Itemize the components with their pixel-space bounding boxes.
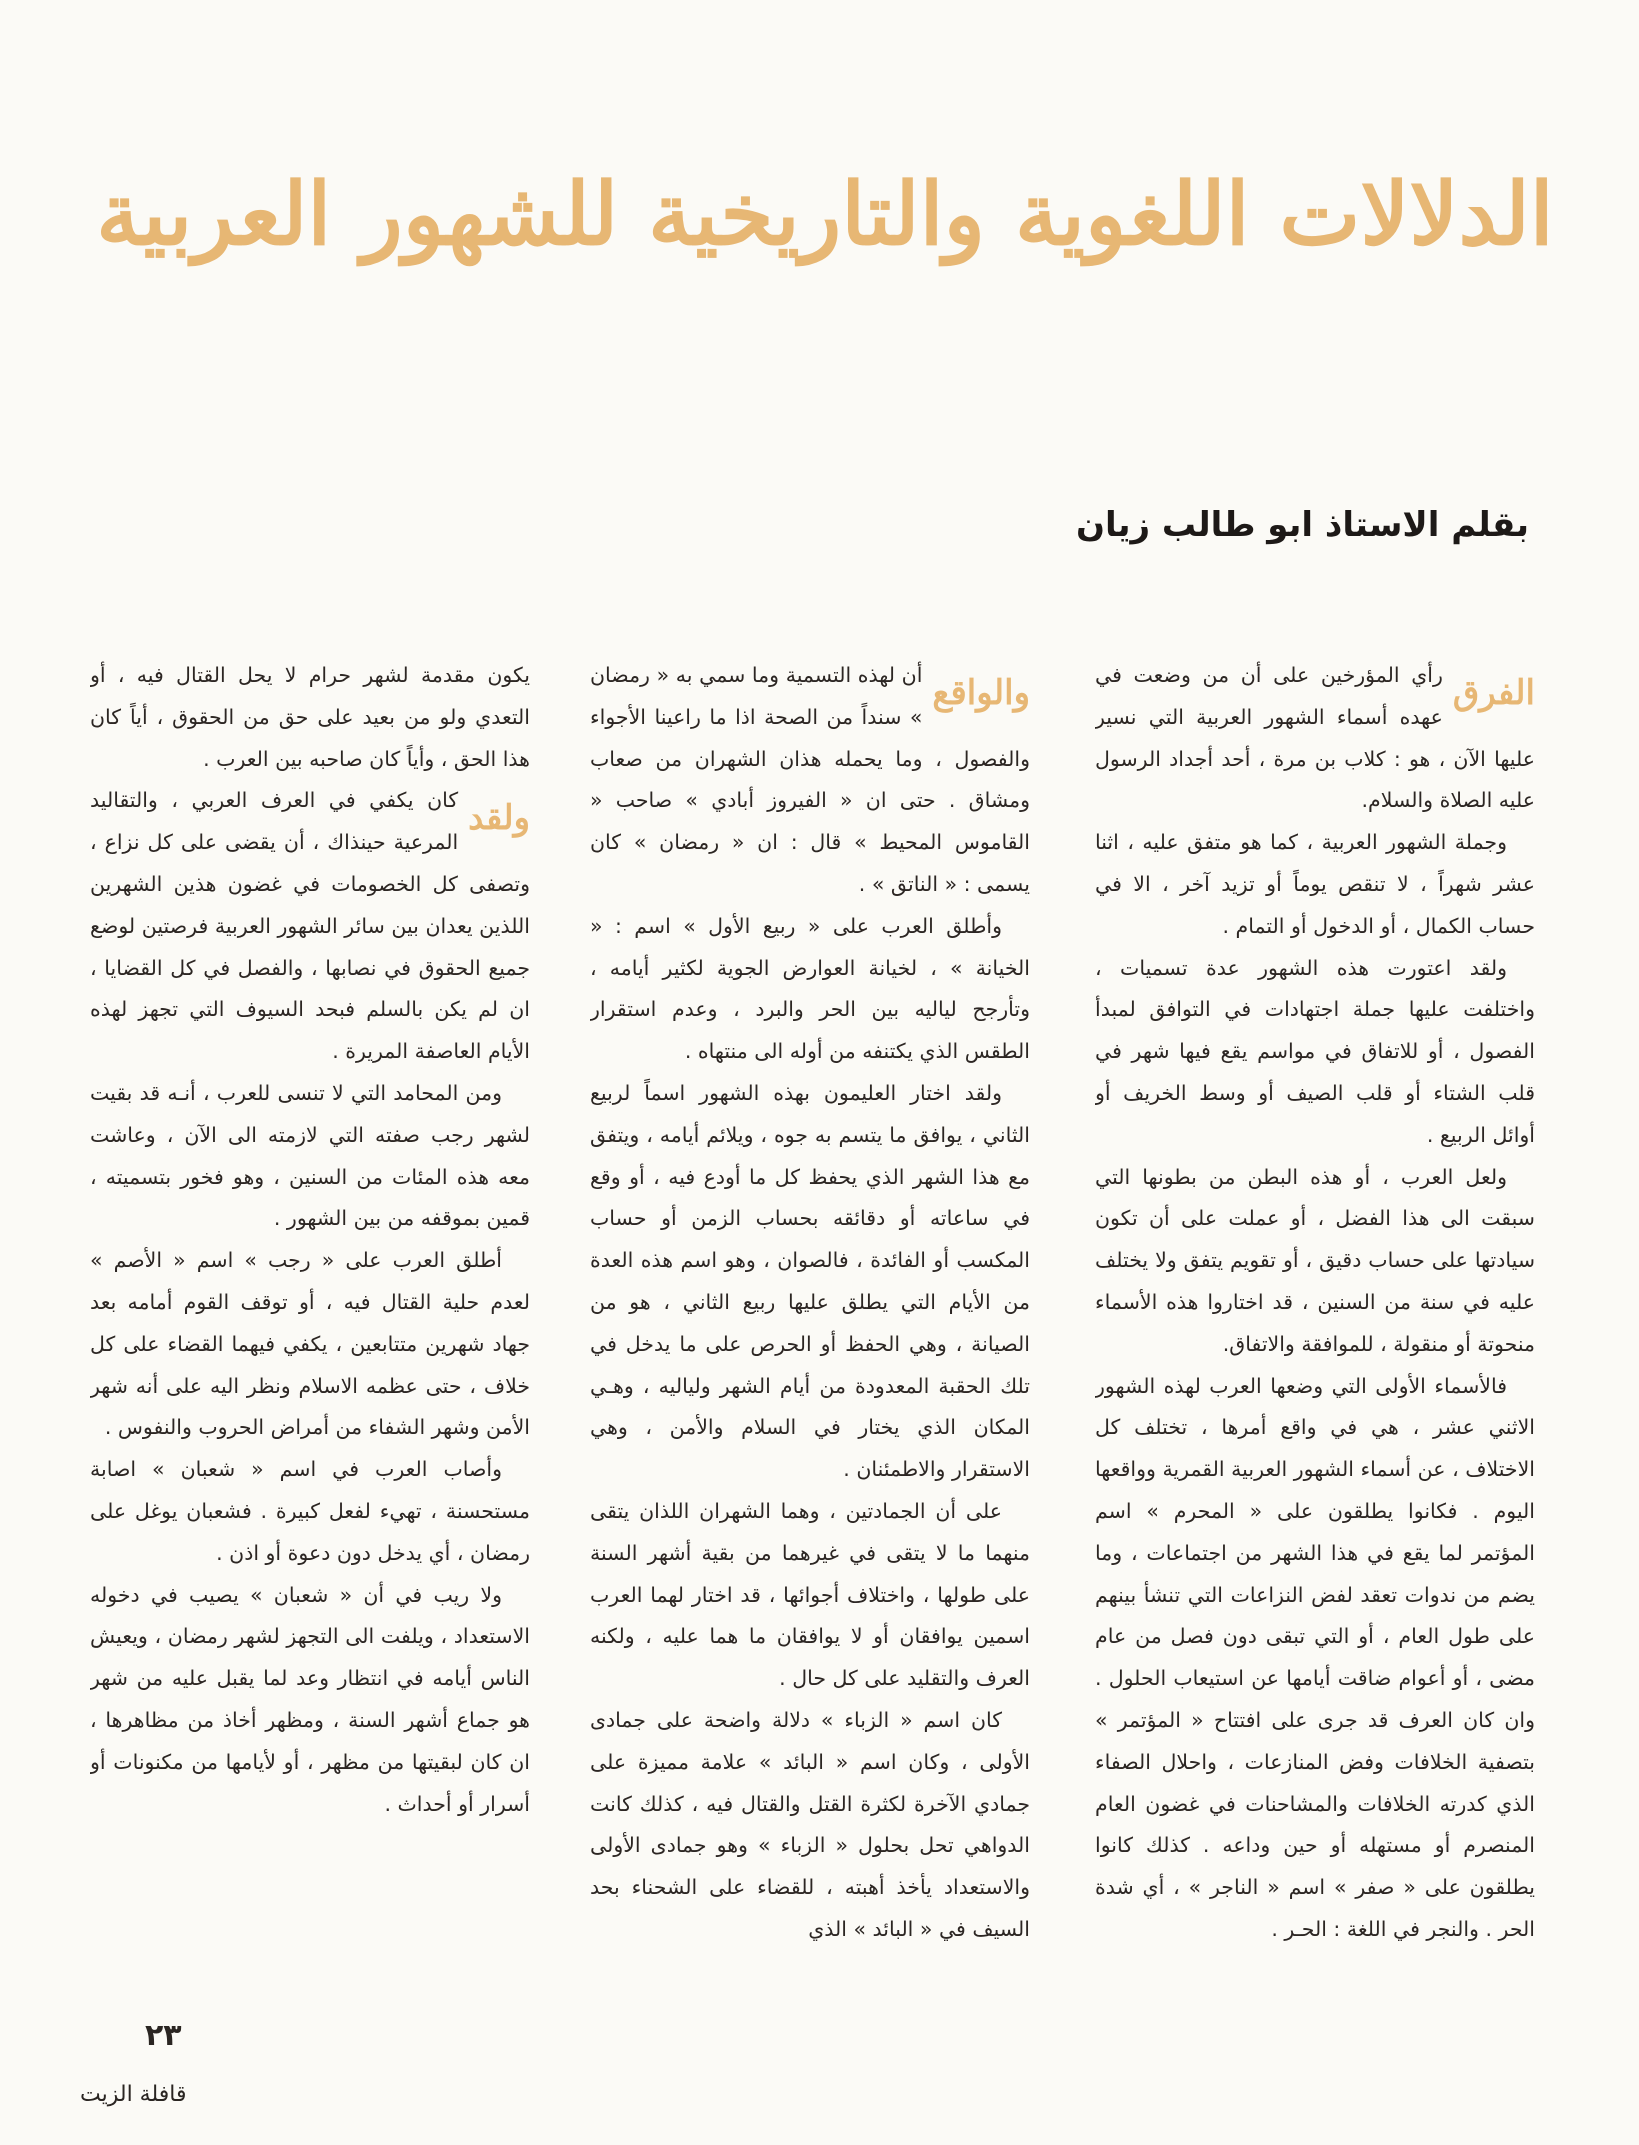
paragraph: ولا ريب في أن « شعبان » يصيب في دخوله الاستعداد ، ويلفت الى التجهز لشهر رمضان ، ويعيش الناس أيامه في انتظار وعد لما يقبل عليه من شهر هو جماع أشهر السنة ، ومظهر أخاذ من مظاهرها ، ان كان لبقيتها من مظهر ، أو لأيامها من مكنونات أو أسرار أو أحداث . [90, 1582, 530, 1816]
paragraph: وجملة الشهور العربية ، كما هو متفق عليه ، اثنا عشر شهراً ، لا تنقص يوماً أو تزيد آخر ، الا في حساب الكمال ، أو الدخول أو التمام . [1095, 830, 1535, 938]
paragraph: ولعل العرب ، أو هذه البطن من بطونها التي سبقت الى هذا الفضل ، أو عملت على أن تكون سيادتها على حساب دقيق ، أو تقويم يتفق ولا يختلف عليه في سنة من السنين ، قد اختاروا هذه الأسماء منحوتة أو منقولة ، للموافقة والاتفاق. [1095, 1164, 1535, 1356]
text-column-3 [90, 655, 530, 2015]
lead-word: الفرق [1452, 673, 1535, 713]
lead-word: والواقع [932, 673, 1030, 713]
article-title: الدلالات اللغوية والتاريخية للشهور العربية [96, 164, 1554, 265]
author-byline: بقلم الاستاذ ابو طالب زيان [1075, 505, 1529, 545]
paragraph: على أن الجمادتين ، وهما الشهران اللذان يتقى منهما ما لا يتقى في غيرهما من بقية أشهر السنة على طولها ، واختلاف أجوائها ، قد اختار لهما العرب اسمين يوافقان أو لا يوافقان ما هما عليه ، ولكنه العرف والتقليد على كل حال . [590, 1498, 1030, 1691]
paragraph: ولقد اختار العليمون بهذه الشهور اسماً لربيع الثاني ، يوافق ما يتسم به جوه ، ويلائم أيامه ، ويتفق مع هذا الشهر الذي يحفظ كل ما أودع فيه ، أو وقع في ساعاته أو دقائقه بحساب الزمن أو حساب المكسب أو الفائدة ، فالصوان ، وهو اسم هذه العدة من الأيام التي يطلق عليها ربيع الثاني ، هو من الصيانة ، وهي الحفظ أو الحرص على ما يدخل في تلك الحقبة المعدودة من أيام الشهر ولياليه ، وهـي المكان الذي يختار في السلام والأمن ، وهي الاستقرار والاطمئنان . [590, 1080, 1030, 1482]
text-column-1 [1095, 655, 1535, 2015]
lead-word: ولقد [468, 798, 530, 839]
text-column-2 [590, 655, 1030, 2015]
paragraph: كان يكفي في العرف العربي ، والتقاليد المرعية حينذاك ، أن يقضى على كل نزاع ، وتصفى كل الخصومات في غضون هذين الشهرين اللذين يعدان بين سائر الشهور العربية فرصتين لوضع جميع الحقوق في نصابها ، والفصل في كل القضايا ، ان لم يكن بالسلم فبحد السيوف التي تجهز لهذه الأيام العاصفة المريرة . [90, 788, 530, 1064]
paragraph: كان اسم « الزباء » دلالة واضحة على جمادى الأولى ، وكان اسم « البائد » علامة مميزة على جمادي الآخرة لكثرة القتل والقتال فيه ، كذلك كانت الدواهي تحل بحلول « الزباء » وهو جمادى الأولى والاستعداد يأخذ أهبته ، للقضاء على الشحناء بحد السيف في « البائد » الذي [590, 1707, 1030, 1941]
paragraph: ولقد اعتورت هذه الشهور عدة تسميات ، واختلفت عليها جملة اجتهادات في التوافق لمبدأ الفصول ، أو للاتفاق في مواسم يقع فيها شهر في قلب الشتاء أو قلب الصيف أو وسط الخريف أو أوائل الربيع . [1095, 955, 1535, 1147]
paragraph: رأي المؤرخين على أن من وضعت في عهده أسماء الشهور العربية التي نسير عليها الآن ، هو : كلاب بن مرة ، أحد أجداد الرسول عليه الصلاة والسلام. [1095, 663, 1535, 813]
paragraph: فالأسماء الأولى التي وضعها العرب لهذه الشهور الاثني عشر ، هي في واقع أمرها ، تختلف كل الاختلاف ، عن أسماء الشهور العربية القمرية وواقعها اليوم . فكانوا يطلقون على « المحرم » اسم المؤتمر لما يقع في هذا الشهر من اجتماعات ، وما يضم من ندوات تعقد لفض النزاعات التي تنشأ بينهم على طول العام ، أو التي تبقى دون فصل من عام مضى ، أو أعوام ضاقت أيامها عن استيعاب الحلول . وان كان العرف قد جرى على افتتاح « المؤتمر » بتصفية الخلافات وفض المنازعات ، واحلال الصفاء الذي كدرته الخلافات والمشاحنات في غضون العام المنصرم أو مستهله أو حين وداعه . كذلك كانوا يطلقون على « صفر » اسم « الناجر » ، أي شدة الحر . والنجر في اللغة : الحـر . [1095, 1373, 1535, 1941]
page-number: ٢٣ [145, 2018, 182, 2053]
paragraph: أطلق العرب على « رجب » اسم « الأصم » لعدم حلية القتال فيه ، أو توقف القوم أمامه بعد جهاد شهرين متتابعين ، يكفي فيهما القضاء على كل خلاف ، حتى عظمه الاسلام ونظر اليه على أنه شهر الأمن وشهر الشفاء من أمراض الحروب والنفوس . [90, 1248, 530, 1440]
paragraph: وأطلق العرب على « ربيع الأول » اسم : « الخيانة » ، لخيانة العوارض الجوية لكثير أيامه ، وتأرجح لياليه بين الحر والبرد ، وعدم استقرار الطقس الذي يكتنفه من أوله الى منتهاه . [590, 913, 1030, 1064]
paragraph: يكون مقدمة لشهر حرام لا يحل القتال فيه ، أو التعدي ولو من بعيد على حق من الحقوق ، أياً كان هذا الحق ، وأياً كان صاحبه بين العرب . [90, 663, 530, 771]
paragraph: ومن المحامد التي لا تنسى للعرب ، أنـه قد بقيت لشهر رجب صفته التي لازمته الى الآن ، وعاشت معه هذه المئات من السنين ، وهو فخور بتسميته ، قمين بموقفه من بين الشهور . [90, 1080, 530, 1231]
magazine-name: قافلة الزيت [80, 2082, 187, 2107]
paragraph: وأصاب العرب في اسم « شعبان » اصابة مستحسنة ، تهيء لفعل كبيرة . فشعبان يوغل على رمضان ، أي يدخل دون دعوة أو اذن . [90, 1457, 530, 1565]
paragraph: أن لهذه التسمية وما سمي به « رمضان » سنداً من الصحة اذا ما راعينا الأجواء والفصول ، وما يحمله هذان الشهران من صعاب ومشاق . حتى ان « الفيروز أبادي » صاحب « القاموس المحيط » قال : ان « رمضان » كان يسمى : « الناتق » . [590, 663, 1030, 896]
